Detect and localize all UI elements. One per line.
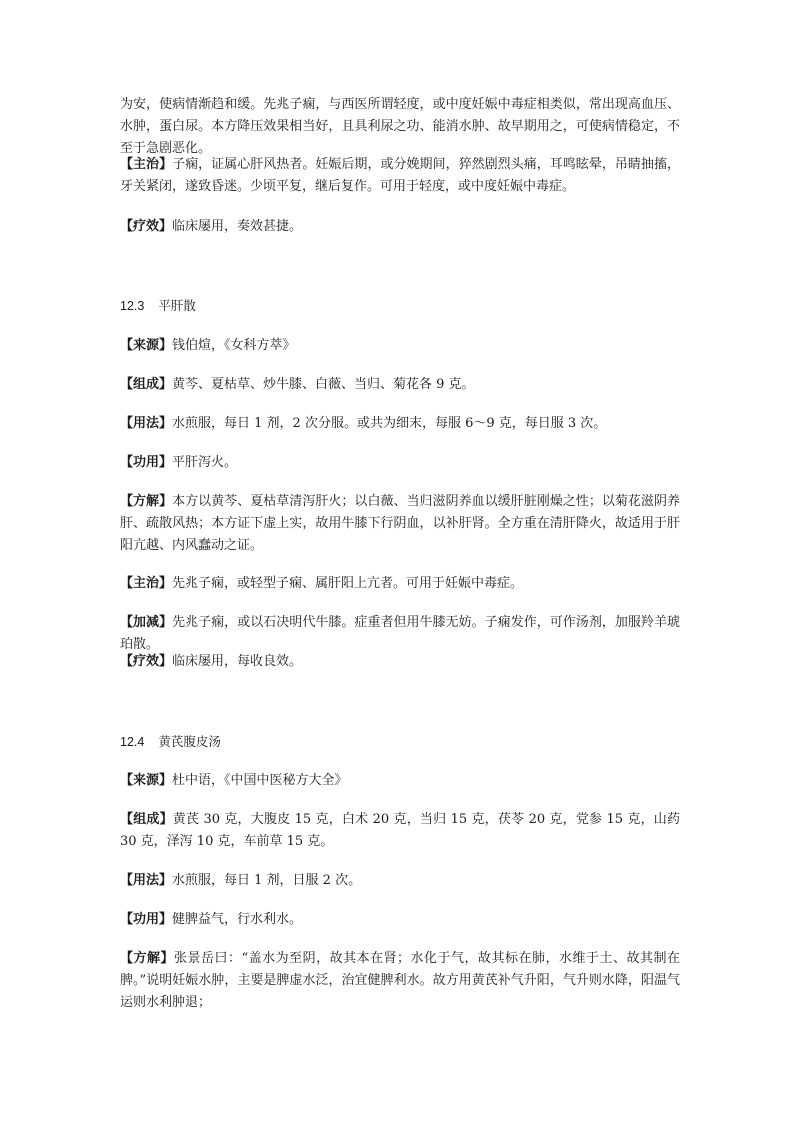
s2-laiyuan-label: 【来源】: [120, 338, 173, 353]
section-name: 黄芪腹皮汤: [158, 734, 221, 749]
s1-liaoxiao-label: 【疗效】: [120, 219, 173, 234]
section-name: 平肝散: [158, 298, 196, 313]
s2-yongfa: [120, 413, 680, 435]
s2-gongyong-label: 【功用】: [120, 455, 173, 470]
s2-laiyuan: [120, 335, 680, 357]
s2-zucheng-text: 黄芩、夏枯草、炒牛膝、白薇、当归、菊花各 9 克。: [172, 377, 475, 392]
s2-laiyuan-text: 钱伯煊，《女科方萃》: [172, 338, 296, 353]
s2-fangjie-label: 【方解】: [120, 494, 173, 509]
s1-zhuzhi-label: 【主治】: [120, 157, 173, 172]
s2-jiajian-text: 先兆子痫，或以石决明代牛膝。症重者但用牛膝无妨。子痫发作，可作汤剂，加服羚羊琥珀散。: [120, 615, 680, 652]
s1-zhuzhi: [120, 154, 680, 198]
section-number: 12.4: [120, 735, 145, 749]
s3-yongfa: [120, 870, 680, 892]
section-title-12-3: [120, 296, 196, 316]
s3-laiyuan-text: 杜中语，《中国中医秘方大全》: [172, 773, 348, 788]
s3-fangjie-text: 张景岳曰：“盖水为至阴，故其本在肾；水化于气，故其标在肺，水维于土、故其制在脾。”说明妊娠水肿，主要是脾虚水泛，治宜健脾利水。故方用黄芪补气升阳，气升则水降，阳温气运则水利肿退；: [120, 951, 680, 1010]
s1-liaoxiao: [120, 216, 680, 238]
s1-liaoxiao-text: 临床屡用，奏效甚捷。: [172, 219, 303, 234]
s2-fangjie: [120, 491, 680, 557]
s2-gongyong-text: 平肝泻火。: [172, 455, 238, 470]
s2-liaoxiao: [120, 651, 680, 673]
s2-jiajian-label: 【加减】: [120, 615, 173, 630]
s3-yongfa-text: 水煎服，每日 1 剂，日服 2 次。: [172, 873, 362, 888]
s2-zucheng-label: 【组成】: [120, 377, 173, 392]
s2-zhuzhi: [120, 573, 680, 595]
s2-yongfa-label: 【用法】: [120, 416, 173, 431]
intro-paragraph: 为安，使病情渐趋和缓。先兆子痫，与西医所谓轻度，或中度妊娠中毒症相类似，常出现高血压、水肿，蛋白尿。本方降压效果相当好，且具利尿之功、能消水肿、故早期用之，可使病情稳定，不至于急剧恶化。: [120, 97, 680, 156]
s2-zhuzhi-label: 【主治】: [120, 576, 173, 591]
s3-laiyuan: [120, 770, 680, 792]
s3-zucheng: [120, 809, 680, 853]
s2-zucheng: [120, 374, 680, 396]
s2-gongyong: [120, 452, 680, 474]
s2-liaoxiao-label: 【疗效】: [120, 654, 173, 669]
s1-zhuzhi-text: 子痫，证属心肝风热者。妊娠后期，或分娩期间，猝然剧烈头痛，耳鸣眩晕，吊睛抽搐，牙关紧闭，遂致昏迷。少顷平复，继后复作。可用于轻度，或中度妊娠中毒症。: [120, 157, 680, 194]
s3-gongyong-label: 【功用】: [120, 912, 173, 927]
section-title-12-4: [120, 732, 221, 752]
s2-liaoxiao-text: 临床屡用，每收良效。: [172, 654, 303, 669]
s3-fangjie-label: 【方解】: [120, 951, 174, 966]
s3-zucheng-label: 【组成】: [120, 812, 173, 827]
s2-yongfa-text: 水煎服，每日 1 剂，2 次分服。或共为细末，每服 6～9 克，每日服 3 次。: [172, 416, 607, 431]
s2-fangjie-text: 本方以黄芩、夏枯草清泻肝火；以白薇、当归滋阴养血以缓肝脏刚燥之性；以菊花滋阴养肝、疏散风热；本方证下虚上实，故用牛膝下行阴血，以补肝肾。全方重在清肝降火，故适用于肝阳亢越、内风蠢动之证。: [120, 494, 680, 553]
section-number: 12.3: [120, 299, 145, 313]
s3-fangjie: [120, 948, 680, 1014]
s2-zhuzhi-text: 先兆子痫，或轻型子痫、属肝阳上亢者。可用于妊娠中毒症。: [172, 576, 524, 591]
s3-gongyong: [120, 909, 680, 931]
s2-jiajian: [120, 612, 680, 656]
s3-gongyong-text: 健脾益气，行水利水。: [172, 912, 303, 927]
s3-yongfa-label: 【用法】: [120, 873, 173, 888]
s3-laiyuan-label: 【来源】: [120, 773, 173, 788]
s3-zucheng-text: 黄芪 30 克，大腹皮 15 克，白术 20 克，当归 15 克，茯苓 20 克，党参 15 克，山药 30 克，泽泻 10 克，车前草 15 克。: [120, 812, 680, 849]
